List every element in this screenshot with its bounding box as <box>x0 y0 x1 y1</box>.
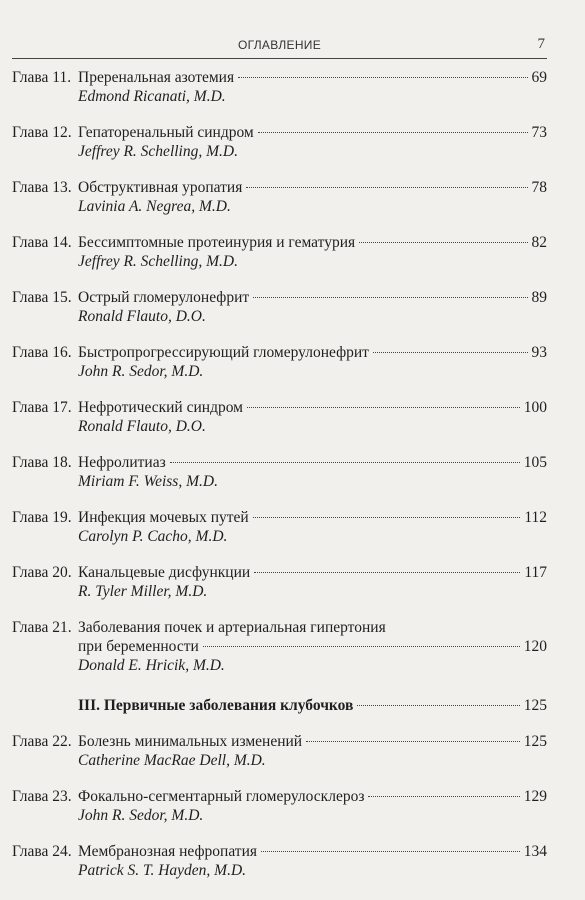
chapter-label: Глава 22. <box>12 733 72 750</box>
toc-entry <box>12 343 547 381</box>
chapter-title: Бессимптомные протеинурия и гематурия <box>78 234 356 251</box>
part-heading <box>12 696 547 715</box>
chapter-page: 134 <box>523 843 547 860</box>
chapter-title: Заболевания почек и артериальная гипертония <box>78 619 386 636</box>
chapter-label: Глава 23. <box>12 788 72 805</box>
toc-entry <box>12 563 547 601</box>
dot-leader <box>373 352 528 353</box>
toc-entry <box>12 842 547 880</box>
chapter-page: 129 <box>523 788 547 805</box>
dot-leader <box>247 407 520 408</box>
chapter-page: 82 <box>531 234 547 251</box>
dot-leader <box>306 741 520 742</box>
header-title: ОГЛАВЛЕНИЕ <box>237 38 322 52</box>
chapter-title: Острый гломерулонефрит <box>78 289 250 306</box>
chapter-page: 78 <box>531 179 547 196</box>
chapter-author: Jeffrey R. Schelling, M.D. <box>78 253 238 270</box>
chapter-author: Carolyn P. Cacho, M.D. <box>78 528 228 545</box>
toc-entry <box>12 787 547 825</box>
dot-leader <box>170 462 520 463</box>
chapter-title: Гепаторенальный синдром <box>78 124 254 141</box>
chapter-title: Фокально-сегментарный гломерулосклероз <box>78 788 365 805</box>
toc-entry <box>12 288 547 326</box>
chapter-page: 120 <box>523 638 547 655</box>
chapter-label: Глава 15. <box>12 289 72 306</box>
chapter-title: Болезнь минимальных изменений <box>78 733 303 750</box>
chapter-label: Глава 20. <box>12 564 72 581</box>
dot-leader <box>253 297 527 298</box>
chapter-title: Мембранозная нефропатия <box>78 843 258 860</box>
running-header <box>12 36 547 59</box>
chapter-label: Глава 11. <box>12 69 72 86</box>
chapter-title: Нефролитиаз <box>78 454 166 471</box>
dot-leader <box>254 572 520 573</box>
toc-entry <box>12 178 547 216</box>
chapter-author: Catherine MacRae Dell, M.D. <box>78 752 266 769</box>
chapter-title: Нефротический синдром <box>78 399 243 416</box>
toc-entry <box>12 68 547 106</box>
chapter-author: Miriam F. Weiss, M.D. <box>78 473 218 490</box>
dot-leader <box>357 705 519 706</box>
chapter-label: Глава 21. <box>12 619 72 636</box>
chapter-page: 117 <box>524 564 547 581</box>
chapter-page: 73 <box>531 124 547 141</box>
chapter-page: 69 <box>531 69 547 86</box>
chapter-label: Глава 12. <box>12 124 72 141</box>
chapter-label: Глава 16. <box>12 344 72 361</box>
chapter-author: John R. Sedor, M.D. <box>78 363 204 380</box>
dot-leader <box>368 796 519 797</box>
chapter-author: Edmond Ricanati, M.D. <box>78 88 226 105</box>
chapter-author: Patrick S. T. Hayden, M.D. <box>78 862 247 879</box>
dot-leader <box>359 242 527 243</box>
chapter-label: Глава 14. <box>12 234 72 251</box>
toc-entry <box>12 453 547 491</box>
chapter-page: 105 <box>523 454 547 471</box>
dot-leader <box>261 851 520 852</box>
toc-entry <box>12 732 547 770</box>
chapter-title: Канальцевые дисфункции <box>78 564 251 581</box>
chapter-author: Jeffrey R. Schelling, M.D. <box>78 143 238 160</box>
toc-entry <box>12 508 547 546</box>
toc-entry <box>12 618 547 675</box>
chapter-page: 125 <box>523 733 547 750</box>
chapter-label: Глава 17. <box>12 399 72 416</box>
chapter-author: Ronald Flauto, D.O. <box>78 418 206 435</box>
table-of-contents <box>12 68 547 897</box>
chapter-page: 93 <box>531 344 547 361</box>
dot-leader <box>246 187 527 188</box>
chapter-label: Глава 18. <box>12 454 72 471</box>
part-page: 125 <box>523 697 547 714</box>
toc-entry <box>12 233 547 271</box>
chapter-page: 89 <box>531 289 547 306</box>
dot-leader <box>203 646 520 647</box>
chapter-page: 112 <box>524 509 547 526</box>
chapter-label: Глава 24. <box>12 843 72 860</box>
chapter-author: Donald E. Hricik, M.D. <box>78 657 225 674</box>
chapter-author: Ronald Flauto, D.O. <box>78 308 206 325</box>
chapter-author: Lavinia A. Negrea, M.D. <box>78 198 231 215</box>
chapter-title: Преренальная азотемия <box>78 69 235 86</box>
chapter-title: Быстропрогрессирующий гломерулонефрит <box>78 344 369 361</box>
chapter-page: 100 <box>523 399 547 416</box>
chapter-author: John R. Sedor, M.D. <box>78 807 204 824</box>
chapter-title-continued: при беременности <box>78 638 199 655</box>
dot-leader <box>238 77 527 78</box>
chapter-title: Обструктивная уропатия <box>78 179 243 196</box>
part-title: III. Первичные заболевания клубочков <box>78 697 354 714</box>
toc-entry <box>12 398 547 436</box>
chapter-author: R. Tyler Miller, M.D. <box>78 583 208 600</box>
toc-entry <box>12 123 547 161</box>
chapter-title: Инфекция мочевых путей <box>78 509 249 526</box>
dot-leader <box>258 132 528 133</box>
page-number: 7 <box>537 36 545 52</box>
dot-leader <box>253 517 521 518</box>
chapter-label: Глава 19. <box>12 509 72 526</box>
chapter-label: Глава 13. <box>12 179 72 196</box>
